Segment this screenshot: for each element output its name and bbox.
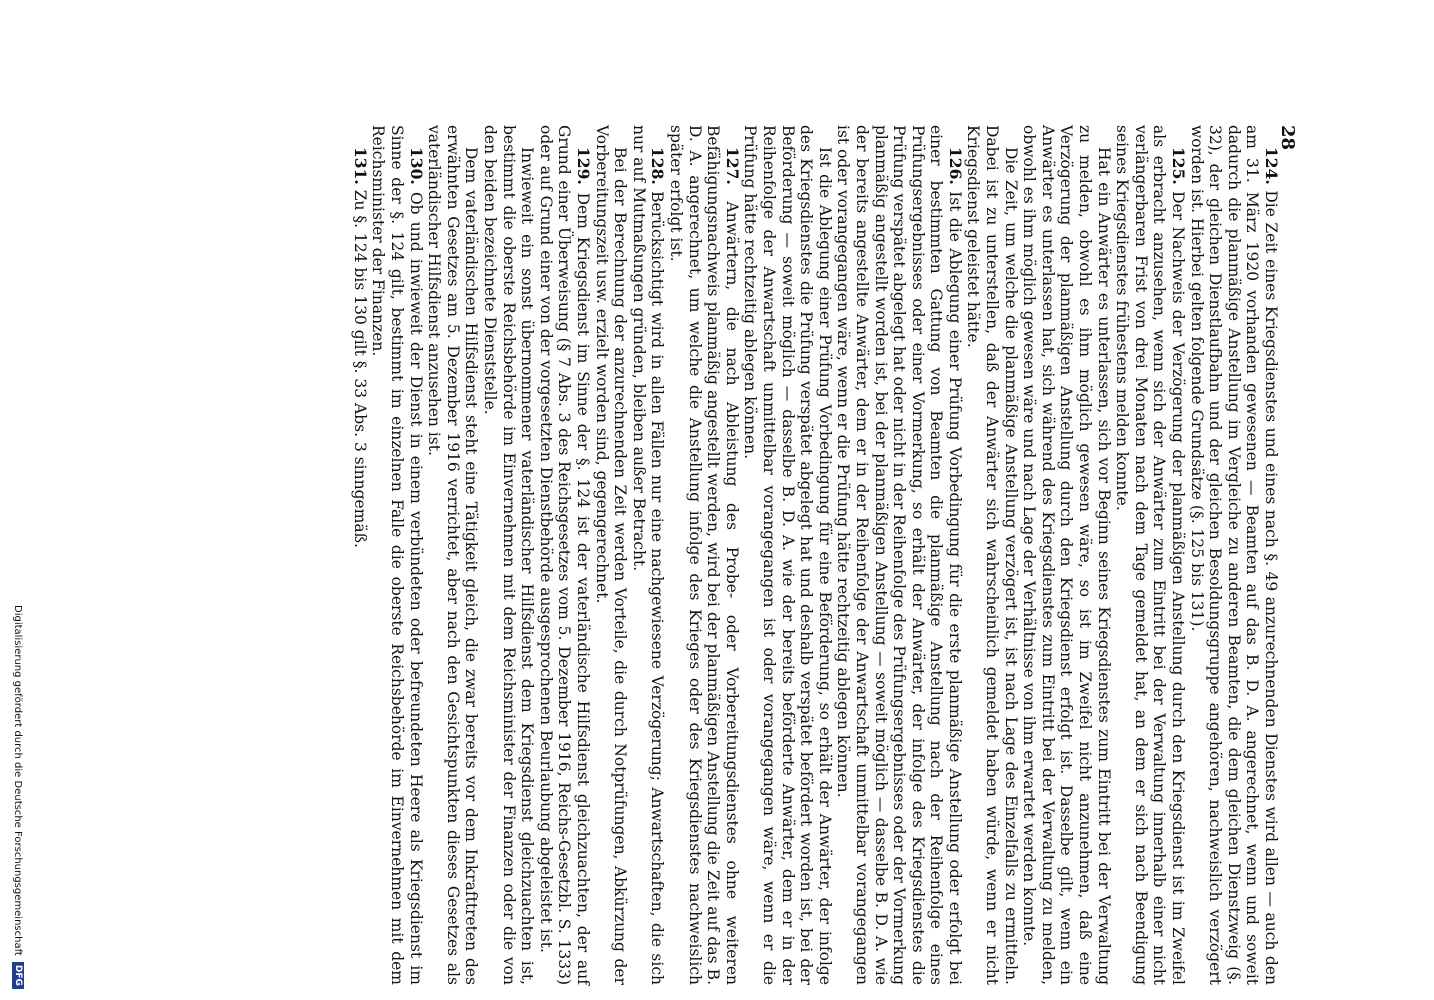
paragraph-text: Dem Kriegsdienst im Sinne der §. 124 ist der vaterländische Hilfsdienst gleichzuachten, der auf Grund einer Überweisung (§ 7 Abs. 3 des Reichsgesetzes vom 5. Dezember 1916, Reichs-Gesetzbl. S. 1333) oder auf Grund einer von der vorgesetzten Dienstbehörde ausgesprochenen Beurlaubung abgeleistet ist. [536, 125, 593, 985]
paragraph-text: Ist die Ablegung einer Prüfung Vorbedingung für die erste planmäßige Anstellung oder erfolgt bei einer bestimmten Gattung von Beamten die planmäßige Anstellung nach der Reihenfolge eines Prüfungsergebnisses oder einer Vormerkung, so erhält der Anwärter, der infolge des Kriegsdienstes die Prüfung verspätet abgelegt hat oder nicht in der Reihenfolge des Prüfungsergebnisses oder der Vormerkung planmäßig angestellt worden ist, bei der planmäßigen Anstellung — soweit möglich — dasselbe B. D. A. wie der bereits angestellte Anwärter, dem er in der Reihenfolge der Anwartschaft unmittelbar vorangegangen ist oder vorangegangen wäre, wenn er die Prüfung hätte rechtzeitig ablegen können. [834, 125, 964, 985]
paragraph-text: Berücksichtigt wird in allen Fällen nur eine nachgewiesene Verzögerung; Anwartschaften, die sich nur auf Mutmaßungen gründen, bleiben außer Betracht. [629, 125, 667, 985]
paragraph [350, 125, 369, 985]
paragraph-text: Ist die Ablegung einer Prüfung Vorbedingung für eine Beförderung, so erhält der Anwärter, der infolge des Kriegsdienstes die Prüfung verspätet abgelegt hat und deshalb verspätet befördert worden ist, bei der Beförderung — soweit möglich — dasselbe B. D. A. wie der bereits beförderte Anwärter, dem er in der Reihenfolge der Anwartschaft unmittelbar vorangegangen ist oder vorangegangen wäre, wenn er die Prüfung hätte rechtzeitig ablegen können. [741, 125, 834, 985]
paragraph-text: Die Zeit eines Kriegsdienstes und eines nach §. 49 anzurechnenden Dienstes wird allen — auch den am 31. März 1920 vorhanden gewesenen — Beamten auf das B. D. A. angerechnet, wenn und soweit dadurch die planmäßige Anstellung im Vergleiche zu anderen Beamten, die dem gleichen Dienstzweig (§. 32), der gleichen Dienstlaufbahn und der gleichen Besoldungsgruppe angehören, nachweislich verzögert worden ist. Hierbei gelten folgende Grundsätze (§. 125 bis 131). [1187, 125, 1280, 985]
paragraph-number: 128. [648, 147, 668, 185]
paragraph-number: 131. [350, 147, 370, 185]
paragraph [629, 125, 666, 985]
paragraph [480, 125, 536, 985]
paragraph-number: 124. [1262, 147, 1281, 185]
paragraph-text: Zu §. 124 bis 130 gilt §. 33 Abs. 3 sinngemäß. [350, 189, 369, 548]
paragraph [1113, 125, 1187, 985]
paragraph-text: Die Zeit, um welche die planmäßige Anstellung verzögert ist, ist nach Lage des Einzelfalls zu ermitteln. Dabei ist zu unterstellen, daß der Anwärter sich wahrscheinlich gemeldet haben würde, wenn er nicht Kriegsdienst geleistet hätte. [964, 125, 1020, 985]
paragraph-text: Bei der Berechnung der anzurechnenden Zeit werden Vorteile, die durch Notprüfungen, Abkürzung der Vorbereitungszeit usw. erzielt worden sind, gegengerechnet. [592, 125, 630, 985]
paragraph [666, 125, 740, 985]
paragraph-text: Der Nachweis der Verzögerung der planmäßigen Anstellung durch den Kriegsdienst ist im Zweifel als erbracht anzusehen, wenn sich der Anwärter zum Eintritt bei der Verwaltung innerhalb einer nicht verlängerbaren Frist von drei Monaten nach dem Tage gemeldet hat, an dem er sich nach Beendigung seines Kriegsdienstes frühestens melden konnte. [1113, 125, 1188, 985]
paragraph [1187, 125, 1280, 985]
digitization-credit [12, 605, 24, 990]
paragraph [369, 125, 425, 985]
paragraph-number: 126. [945, 147, 965, 185]
document-page [310, 125, 1298, 986]
paragraph [834, 125, 964, 985]
paragraph-number: 125. [1169, 147, 1189, 185]
dfg-logo: DFG [12, 962, 24, 989]
credit-text: Digitalisierung gefördert durch die Deutsche Forschungsgemeinschaft [12, 605, 24, 956]
paragraph-list [350, 125, 1280, 985]
paragraph [425, 125, 481, 985]
page-number: 28 [1277, 125, 1298, 151]
paragraph [592, 125, 629, 985]
paragraph-text: Inwieweit ein sonst übernommener vaterländischer Hilfsdienst dem Kriegsdienst gleichzuachten ist, bestimmt die oberste Reichsbehörde im Einvernehmen mit dem Reichsminister der Finanzen oder die von den beiden bezeichnete Dienststelle. [481, 125, 537, 985]
paragraph-number: 129. [574, 147, 594, 185]
paragraph-text: Anwärtern, die nach Ableistung des Probe- oder Vorbereitungsdienstes ohne weiteren Befähigungsnachweis planmäßig angestellt werden, wird bei der planmäßigen Anstellung die Zeit auf das B. D. A. angerechnet, um welche die Anstellung infolge des Krieges oder des Kriegsdienstes nachweislich später erfolgt ist. [667, 125, 741, 986]
paragraph [741, 125, 834, 985]
paragraph [1020, 125, 1113, 985]
paragraph-text: Hat ein Anwärter es unterlassen, sich vor Beginn seines Kriegsdienstes zum Eintritt bei der Verwaltung zu melden, obwohl es ihm möglich gewesen wäre, so ist im Zweifel nicht anzunehmen, daß eine Verzögerung der planmäßigen Anstellung durch den Kriegsdienst erfolgt ist. Dasselbe gilt, wenn ein Anwärter es unterlassen hat, sich während des Kriegsdienstes zum Eintritt bei der Verwaltung zu melden, obwohl es ihm möglich gewesen wäre und nach Lage der Verhältnisse von ihm erwartet werden konnte. [1020, 125, 1113, 985]
paragraph-number: 127. [722, 147, 742, 185]
paragraph [964, 125, 1020, 985]
paragraph [536, 125, 592, 985]
paragraph-text: Dem vaterländischen Hilfsdienst steht eine Tätigkeit gleich, die zwar bereits vor dem Inkrafttreten des erwähnten Gesetzes am 5. Dezember 1916 verrichtet, aber nach den Gesichtspunkten dieses Gesetzes als vaterländischer Hilfsdienst anzusehen ist. [425, 125, 481, 985]
paragraph-number: 130. [406, 147, 426, 185]
paragraph-text: Ob und inwieweit der Dienst in einem verbündeten oder befreundeten Heere als Kriegsdienst im Sinne der §. 124 gilt, bestimmt im einzelnen Falle die oberste Reichsbehörde im Einvernehmen mit dem Reichsminister der Finanzen. [369, 125, 425, 985]
